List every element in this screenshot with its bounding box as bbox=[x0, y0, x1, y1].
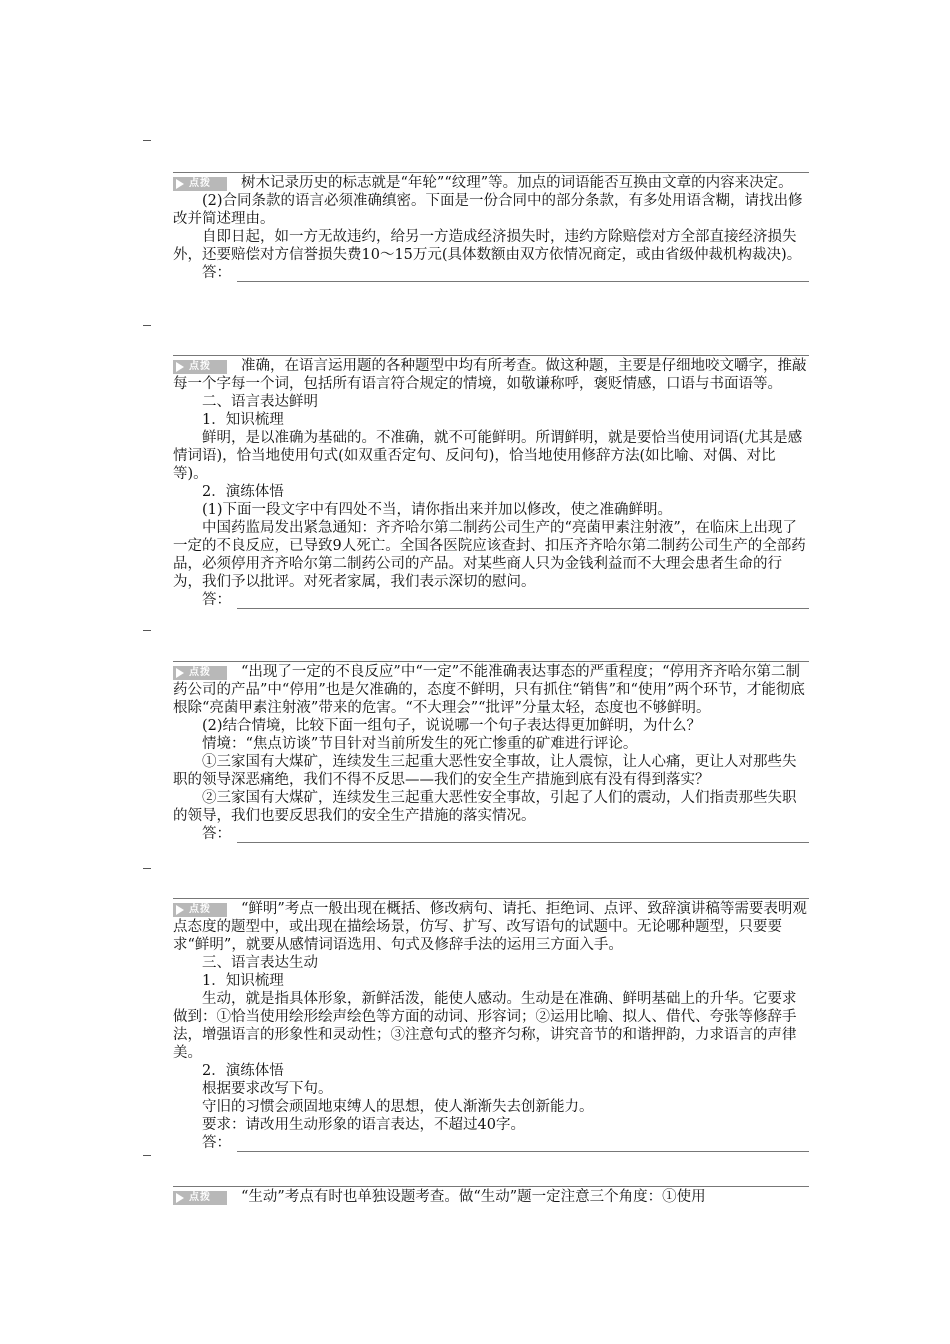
sentence-option: ②三家国有大煤矿，连续发生三起重大恶性安全事故，引起了人们的震动，人们指责那些失职的领导，我们也要反思我们的安全生产措施的落实情况。 bbox=[173, 790, 797, 824]
section-block-5 bbox=[173, 1186, 809, 1206]
divider bbox=[173, 898, 809, 899]
section-block-1 bbox=[173, 172, 809, 282]
sub-heading: 1．知识梳理 bbox=[202, 973, 284, 989]
question: (2)合同条款的语言必须准确缜密。下面是一份合同中的部分条款，有多处用语含糊，请找出修改并简述理由。 bbox=[173, 193, 803, 227]
answer-row bbox=[173, 264, 809, 282]
section-block-4 bbox=[173, 898, 809, 1152]
section-heading: 三、语言表达生动 bbox=[202, 955, 318, 971]
separator-dash bbox=[143, 1155, 151, 1156]
tip-badge: 点拨 bbox=[173, 666, 227, 680]
separator-dash bbox=[143, 140, 151, 141]
tip-badge: 点拨 bbox=[173, 903, 227, 917]
separator-dash bbox=[143, 325, 151, 326]
tip-paragraph: 点拨 “出现了一定的不良反应”中“一定”不能准确表达事态的严重程度；“停用齐齐哈尔第二制药公司的产品”中“停用”也是欠准确的，态度不鲜明，只有抓住“销售”和“使用”两个环节，才能彻底根除“亮菌甲素注射液”带来的危害。“不大理会”“批评”分量太轻，态度也不够鲜明。 bbox=[173, 664, 805, 716]
arrow-icon bbox=[176, 668, 184, 678]
separator-dash bbox=[143, 868, 151, 869]
arrow-icon bbox=[176, 362, 184, 372]
sentence-option: ①三家国有大煤矿，连续发生三起重大恶性安全事故，让人震惊，让人心痛，更让人对那些失职的领导深恶痛绝，我们不得不反思——我们的安全生产措施到底有没有得到落实？ bbox=[173, 754, 797, 788]
divider bbox=[173, 661, 809, 662]
answer-label: 答： bbox=[202, 265, 231, 281]
separator-dash bbox=[143, 630, 151, 631]
tip-paragraph: 点拨 “生动”考点有时也单独设题考查。做“生动”题一定注意三个角度：①使用 bbox=[173, 1188, 809, 1206]
answer-label: 答： bbox=[202, 826, 231, 842]
answer-label: 答： bbox=[202, 592, 231, 608]
sub-heading: 1．知识梳理 bbox=[202, 412, 284, 428]
answer-line[interactable] bbox=[237, 596, 809, 609]
question: 根据要求改写下句。 bbox=[202, 1081, 333, 1097]
tip-paragraph: 点拨 树木记录历史的标志就是“年轮”“纹理”等。加点的词语能否互换由文章的内容来决定。 bbox=[173, 174, 809, 192]
section-block-2 bbox=[173, 355, 809, 609]
question: (2)结合情境，比较下面一组句子，说说哪一个句子表达得更加鲜明，为什么？ bbox=[202, 718, 702, 734]
arrow-icon bbox=[176, 179, 184, 189]
answer-line[interactable] bbox=[237, 830, 809, 843]
answer-row bbox=[173, 1134, 809, 1152]
arrow-icon bbox=[176, 905, 184, 915]
passage: 中国药监局发出紧急通知：齐齐哈尔第二制药公司生产的“亮菌甲素注射液”，在临床上出现了一定的不良反应，已导致9人死亡。全国各医院应该查封、扣压齐齐哈尔第二制药公司生产的全部药品，必须停用齐齐哈尔第二制药公司的产品。对某些商人只为金钱利益而不大理会患者生命的行为，我们予以批评。对死者家属，我们表示深切的慰问。 bbox=[173, 520, 806, 590]
answer-line[interactable] bbox=[237, 1139, 809, 1152]
tip-badge: 点拨 bbox=[173, 177, 227, 191]
tip-paragraph: 点拨 “鲜明”考点一般出现在概括、修改病句、请托、拒绝词、点评、致辞演讲稿等需要表明观点态度的题型中，或出现在描绘场景，仿写、扩写、改写语句的试题中。无论哪种题型，只要要求“鲜明”，就要从感情词语选用、句式及修辞手法的运用三方面入手。 bbox=[173, 901, 807, 953]
requirement: 要求：请改用生动形象的语言表达，不超过40字。 bbox=[202, 1117, 525, 1133]
paragraph: 鲜明，是以准确为基础的。不准确，就不可能鲜明。所谓鲜明，就是要恰当使用词语(尤其是感情词语)，恰当地使用句式(如双重否定句、反问句)，恰当地使用修辞方法(如比喻、对偶、对比等)。 bbox=[173, 430, 803, 482]
answer-line[interactable] bbox=[237, 269, 809, 282]
answer-label: 答： bbox=[202, 1135, 231, 1151]
passage: 守旧的习惯会顽固地束缚人的思想，使人渐渐失去创新能力。 bbox=[202, 1099, 594, 1115]
sub-heading: 2．演练体悟 bbox=[202, 484, 284, 500]
question: (1)下面一段文字中有四处不当，请你指出来并加以修改，使之准确鲜明。 bbox=[202, 502, 673, 518]
section-heading: 二、语言表达鲜明 bbox=[202, 394, 318, 410]
tip-badge: 点拨 bbox=[173, 1191, 227, 1205]
paragraph: 生动，就是指具体形象，新鲜活泼，能使人感动。生动是在准确、鲜明基础上的升华。它要求做到：①恰当使用绘形绘声绘色等方面的动词、形容词；②运用比喻、拟人、借代、夸张等修辞手法，增强语言的形象性和灵动性；③注意句式的整齐匀称，讲究音节的和谐押韵，力求语言的声律美。 bbox=[173, 991, 797, 1061]
arrow-icon bbox=[176, 1193, 184, 1203]
passage: 自即日起，如一方无故违约，给另一方造成经济损失时，违约方除赔偿对方全部直接经济损失外，还要赔偿对方信誉损失费10～15万元(具体数额由双方依情况商定，或由省级仲裁机构裁决)。 bbox=[173, 229, 802, 263]
divider bbox=[173, 355, 809, 356]
answer-row bbox=[173, 591, 809, 609]
section-block-3 bbox=[173, 661, 809, 843]
tip-paragraph: 点拨 准确，在语言运用题的各种题型中均有所考查。做这种题，主要是仔细地咬文嚼字，推敲每一个字每一个词，包括所有语言符合规定的情境，如敬谦称呼，褒贬情感，口语与书面语等。 bbox=[173, 358, 807, 392]
context: 情境：“焦点访谈”节目针对当前所发生的死亡惨重的矿难进行评论。 bbox=[202, 736, 638, 752]
divider bbox=[173, 172, 809, 173]
tip-badge: 点拨 bbox=[173, 360, 227, 374]
sub-heading: 2．演练体悟 bbox=[202, 1063, 284, 1079]
answer-row bbox=[173, 825, 809, 843]
divider bbox=[173, 1186, 809, 1187]
